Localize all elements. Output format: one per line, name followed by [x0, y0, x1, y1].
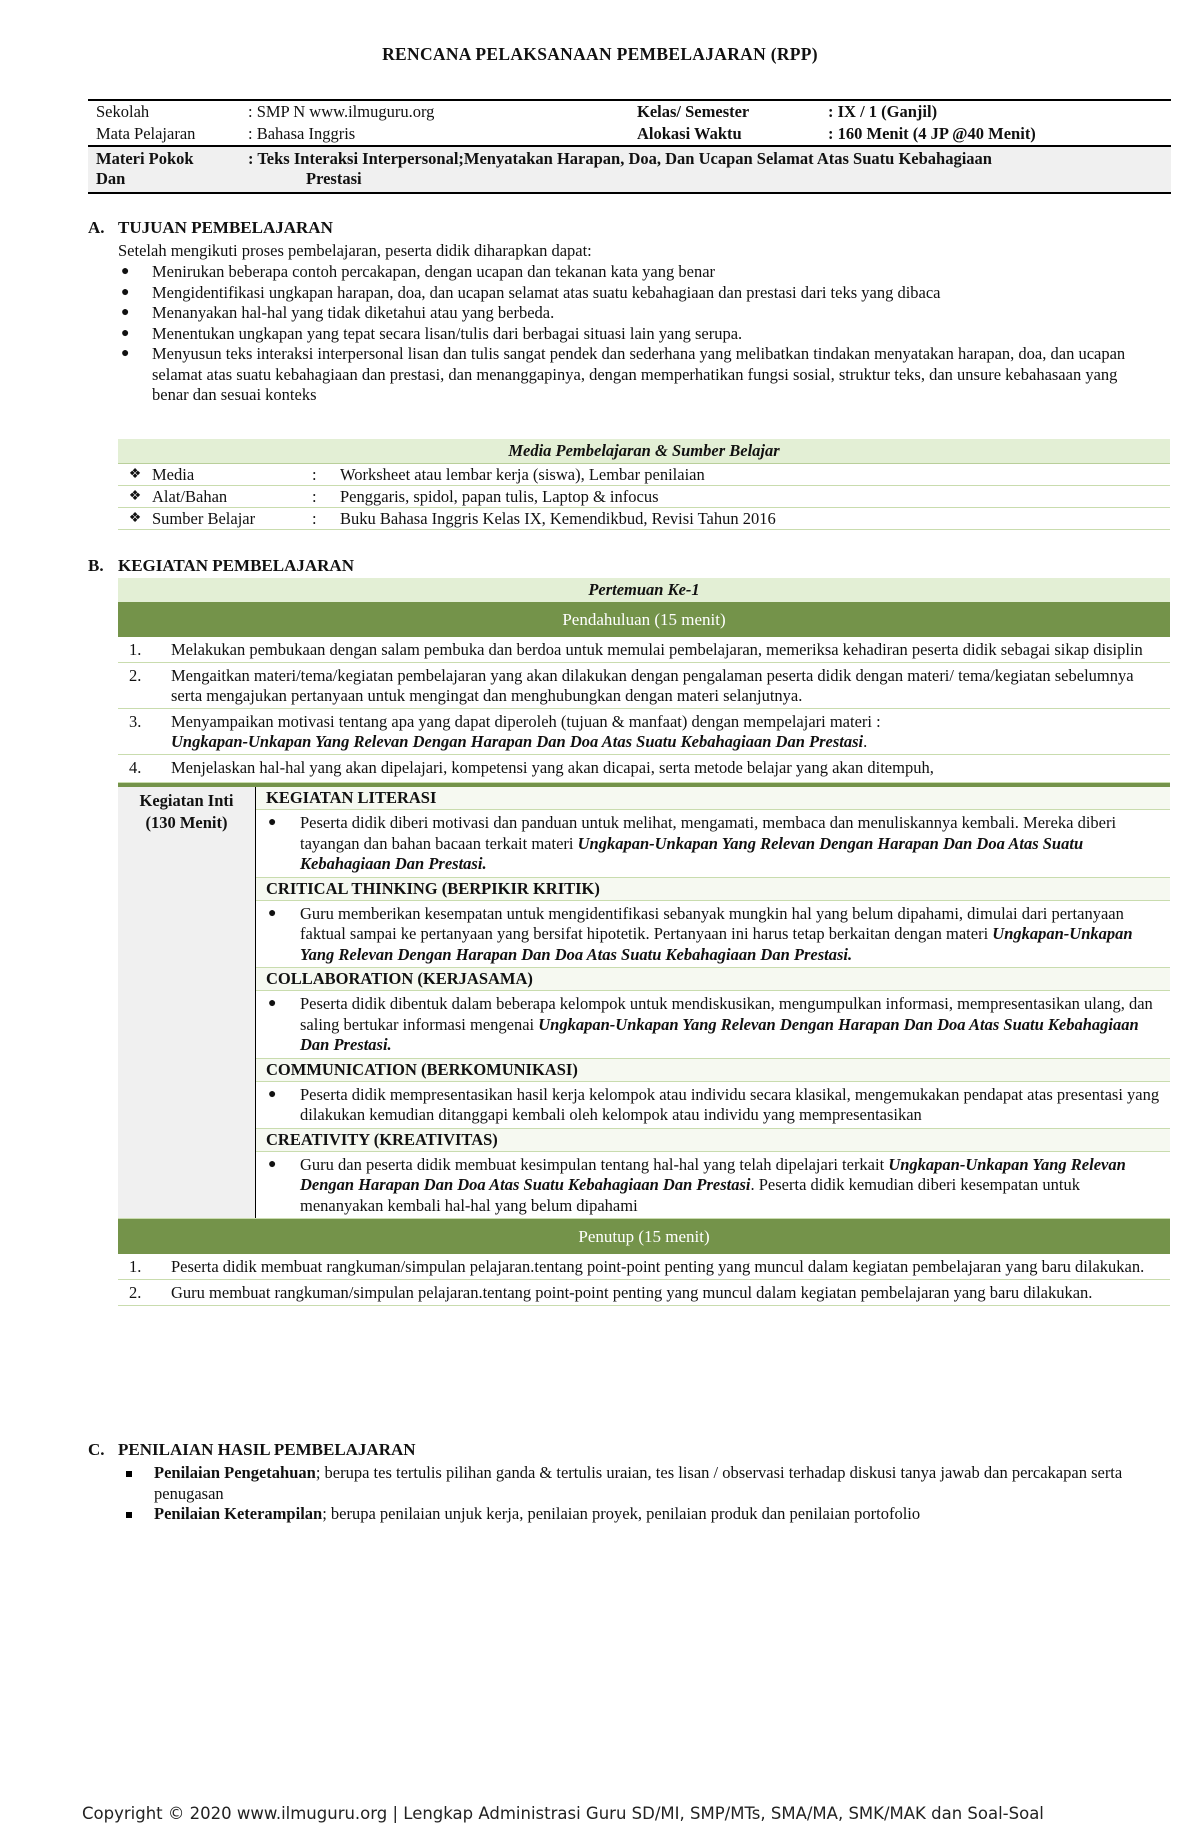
alokasi-value: : 160 Menit (4 JP @40 Menit): [828, 124, 1036, 143]
table-row: 2. Mengaitkan materi/tema/kegiatan pembelajaran yang akan dilakukan dengan pengalaman peserta didik dengan materi/ tema/kegiatan sebelumnya serta mengajukan pertanyaan untuk mengingat dan menghubungkan dengan materi selanjutnya.: [118, 663, 1170, 709]
activities-table: [118, 578, 1170, 1306]
table-row: ❖ Alat/Bahan : Penggaris, spidol, papan tulis, Laptop & infocus: [118, 486, 1170, 508]
mapel-value: : Bahasa Inggris: [248, 124, 356, 143]
kegiatan-inti-label: Kegiatan Inti (130 Menit): [118, 787, 256, 1218]
collaboration-item: ● Peserta didik dibentuk dalam beberapa kelompok untuk mendiskusikan, mengumpulkan informasi, mempresentasikan ulang, dan saling bertukar informasi mengenai Ungkapan-Unkapan Yang Relevan Dengan Harapan Dan Doa Atas Suatu Kebahagiaan Dan Prestasi.: [256, 991, 1170, 1059]
diamond-bullet-icon: ❖: [118, 486, 152, 508]
critical-thinking-item: ● Guru memberikan kesempatan untuk mengidentifikasi sebanyak mungkin hal yang belum dipahami, dimulai dari pertanyaan faktual sampai ke pertanyaan yang bersifat hipotetik. Pertanyaan ini harus tetap berkaitan dengan materi Ungkapan-Unkapan Yang Relevan Dengan Harapan Dan Doa Atas Suatu Kebahagiaan Dan Prestasi.: [256, 901, 1170, 969]
square-bullet-icon: [126, 1512, 132, 1518]
diamond-bullet-icon: ❖: [118, 508, 152, 530]
creativity-item: ● Guru dan peserta didik membuat kesimpulan tentang hal-hal yang telah dipelajari terkait Ungkapan-Unkapan Yang Relevan Dengan Harapan Dan Doa Atas Suatu Kebahagiaan Dan Prestasi. Peserta didik kemudian diberi kesempatan untuk menanyakan kembali hal-hal yang belum dipahami: [268, 1154, 1126, 1215]
list-item: ● Menirukan beberapa contoh percakapan, dengan ucapan dan tekanan kata yang benar: [121, 262, 716, 281]
table-row: ❖ Sumber Belajar : Buku Bahasa Inggris Kelas IX, Kemendikbud, Revisi Tahun 2016: [118, 508, 1170, 530]
kegiatan-inti: [118, 787, 1170, 1219]
list-item: ● Menanyakan hal-hal yang tidak diketahui atau yang berbeda.: [121, 303, 555, 322]
kelas-value: : IX / 1 (Ganjil): [828, 102, 938, 121]
table-row: 1. Melakukan pembukaan dengan salam pembuka dan berdoa untuk memulai pembelajaran, memeriksa kehadiran peserta didik sebagai sikap disiplin: [118, 637, 1170, 663]
penutup-list: [118, 1254, 1170, 1306]
table-row: ❖ Media : Worksheet atau lembar kerja (siswa), Lembar penilaian: [118, 464, 1170, 486]
creativity-title: CREATIVITY (KREATIVITAS): [256, 1129, 1170, 1152]
penutup-header: Penutup (15 menit): [118, 1219, 1170, 1254]
identity-row-sekolah: [88, 101, 1171, 123]
collaboration-title: COLLABORATION (KERJASAMA): [256, 968, 1170, 991]
bullet-icon: ●: [121, 346, 130, 361]
bullet-icon: ●: [268, 1156, 277, 1172]
critical-thinking-title: CRITICAL THINKING (BERPIKIR KRITIK): [256, 878, 1170, 901]
alokasi-label: Alokasi Waktu: [637, 124, 742, 143]
media-table-header: Media Pembelajaran & Sumber Belajar: [118, 439, 1170, 464]
materi-value: : Teks Interaksi Interpersonal;Menyatakan Harapan, Doa, Dan Ucapan Selamat Atas Suatu Kebahagiaan Prestasi: [248, 149, 992, 188]
communication-item: ● Peserta didik mempresentasikan hasil kerja kelompok atau individu secara klasikal, mengemukakan pendapat atas presentasi yang dilakukan kemudian ditanggapi kembali oleh kelompok atau individu yang mempresentasikan: [256, 1082, 1170, 1129]
section-c-heading: C. PENILAIAN HASIL PEMBELAJARAN: [88, 1440, 416, 1459]
kelas-label: Kelas/ Semester: [637, 102, 750, 121]
materi-label: Materi Pokok Dan: [96, 149, 194, 188]
document-title: RENCANA PELAKSANAAN PEMBELAJARAN (RPP): [382, 44, 818, 64]
section-b-heading: B. KEGIATAN PEMBELAJARAN: [88, 556, 354, 575]
kegiatan-inti-content: [256, 787, 1170, 1218]
media-table: [118, 439, 1170, 530]
section-a-intro: Setelah mengikuti proses pembelajaran, peserta didik diharapkan dapat:: [118, 241, 592, 260]
literasi-title: KEGIATAN LITERASI: [256, 787, 1170, 810]
table-row: 2. Guru membuat rangkuman/simpulan pelajaran.tentang point-point penting yang muncul dalam kegiatan pembelajaran yang baru dilakukan.: [118, 1280, 1170, 1306]
list-item: Penilaian Pengetahuan; berupa tes tertulis pilihan ganda & tertulis uraian, tes lisan / observasi terhadap diskusi tanya jawab dan percakapan serta penugasan: [118, 1463, 1168, 1504]
pendahuluan-header: Pendahuluan (15 menit): [118, 602, 1170, 637]
pendahuluan-list: [118, 637, 1170, 783]
identity-table: [88, 99, 1171, 194]
diamond-bullet-icon: ❖: [118, 464, 152, 486]
bullet-icon: ●: [268, 815, 277, 830]
table-row: 1. Peserta didik membuat rangkuman/simpulan pelajaran.tentang point-point penting yang muncul dalam kegiatan pembelajaran yang baru dilakukan.: [118, 1254, 1170, 1280]
literasi-item: ● Peserta didik diberi motivasi dan panduan untuk melihat, mengamati, membaca dan menuliskannya kembali. Mereka diberi tayangan dan bahan bacaan terkait materi Ungkapan-Unkapan Yang Relevan Dengan Harapan Dan Doa Atas Suatu Kebahagiaan Dan Prestasi.: [256, 810, 1170, 878]
list-item: ● Mengidentifikasi ungkapan harapan, doa, dan ucapan selamat atas suatu kebahagiaan dan prestasi dari teks yang dibaca: [121, 282, 941, 302]
page-footer: Copyright © 2020 www.ilmuguru.org | Lengkap Administrasi Guru SD/MI, SMP/MTs, SMA/MA, SMK/MAK dan Soal-Soal: [82, 1804, 1044, 1823]
sekolah-value: : SMP N www.ilmuguru.org: [248, 102, 435, 121]
list-item: ● Menentukan ungkapan yang tepat secara lisan/tulis dari berbagai situasi lain yang serupa.: [121, 323, 743, 343]
bullet-icon: ●: [121, 305, 130, 320]
communication-title: COMMUNICATION (BERKOMUNIKASI): [256, 1059, 1170, 1082]
objectives-list: [118, 262, 1158, 406]
bullet-icon: ●: [121, 264, 130, 279]
mapel-label: Mata Pelajaran: [96, 124, 196, 143]
section-a-heading: A. TUJUAN PEMBELAJARAN: [88, 218, 333, 237]
list-item: ● Menyusun teks interaksi interpersonal lisan dan tulis sangat pendek dan sederhana yang melibatkan tindakan menyatakan harapan, doa, dan ucapan selamat atas suatu kebahagiaan dan prestasi, dan menanggapinya, dengan memperhatikan fungsi sosial, struktur teks, dan unsure kebahasaan yang benar dan sesuai konteks: [121, 344, 1126, 404]
bullet-icon: ●: [121, 284, 130, 300]
sekolah-label: Sekolah: [96, 102, 150, 121]
assessment-list: [118, 1463, 1168, 1525]
square-bullet-icon: [126, 1471, 132, 1477]
bullet-icon: ●: [268, 1086, 277, 1102]
table-row: 4. Menjelaskan hal-hal yang akan dipelajari, kompetensi yang akan dicapai, serta metode belajar yang akan ditempuh,: [118, 755, 1170, 783]
identity-row-mapel: [88, 123, 1171, 147]
meeting-label: Pertemuan Ke-1: [118, 578, 1170, 602]
bullet-icon: ●: [268, 905, 277, 921]
bullet-icon: ●: [268, 996, 277, 1011]
bullet-icon: ●: [121, 325, 130, 341]
list-item: Penilaian Keterampilan; berupa penilaian unjuk kerja, penilaian proyek, penilaian produk dan penilaian portofolio: [118, 1504, 1168, 1525]
identity-row-materi: [88, 147, 1171, 192]
table-row: 3. Menyampaikan motivasi tentang apa yang dapat diperoleh (tujuan & manfaat) dengan mempelajari materi : Ungkapan-Unkapan Yang Relevan Dengan Harapan Dan Doa Atas Suatu Kebahagiaan Dan Prestasi.: [118, 709, 1170, 755]
